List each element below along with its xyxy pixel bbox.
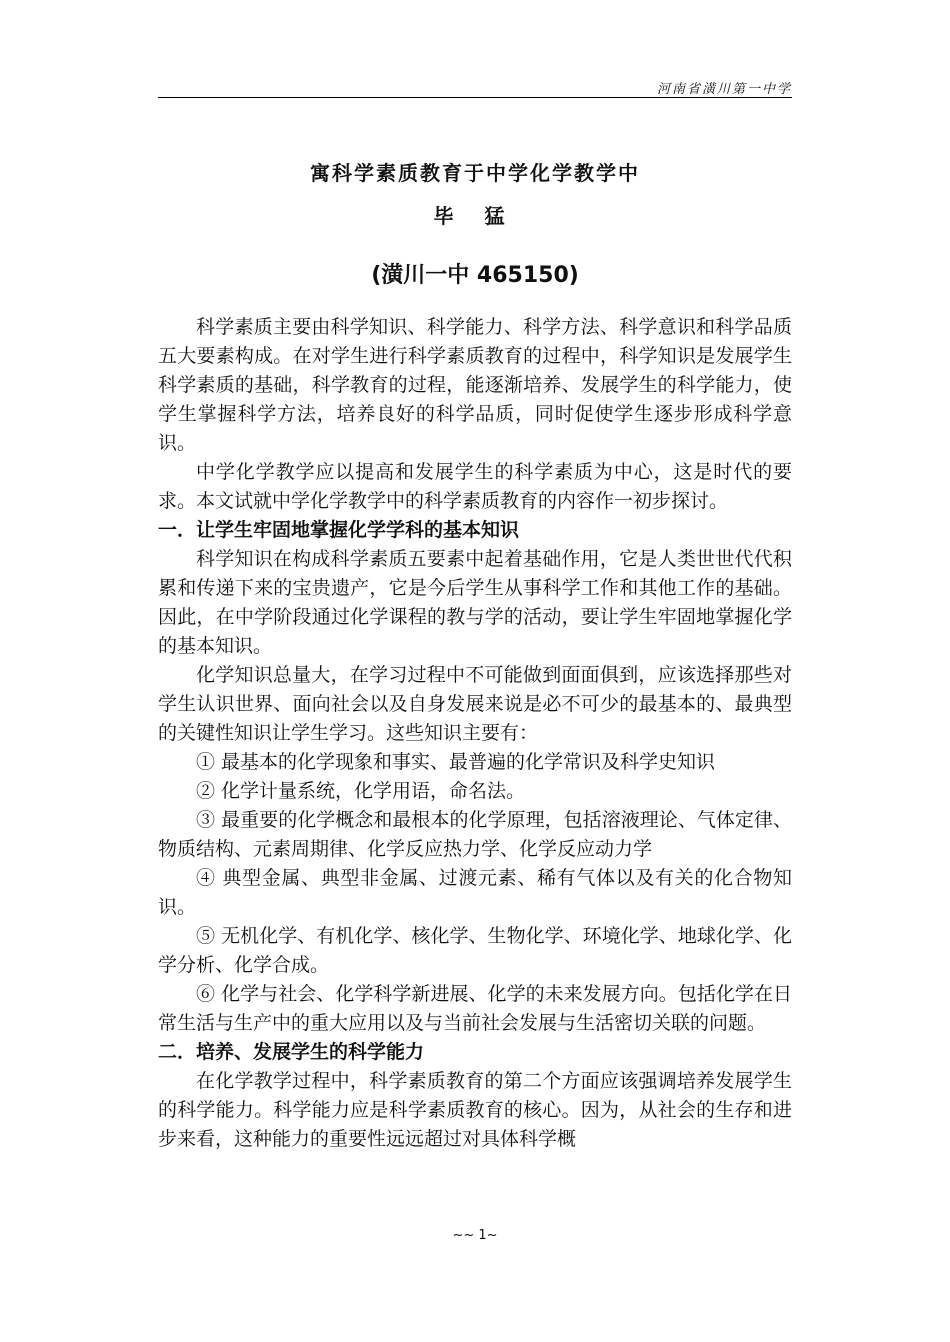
section-heading-2: 二．培养、发展学生的科学能力 [158,1041,425,1063]
list-item-1: ① 最基本的化学现象和事实、最普遍的化学常识及科学史知识 [196,751,716,773]
paragraph-knowledge: 科学知识在构成科学素质五要素中起着基础作用，它是人类世世代代积累和传递下来的宝贵遗产，它是今后学生从事科学工作和其他工作的基础。因此，在中学阶段通过化学课程的教与学的活动，要让学生牢固地掌握化学的基本知识。 [158,548,792,657]
article-title: 寓科学素质教育于中学化学教学中 [310,161,640,185]
paragraph-purpose: 中学化学教学应以提高和发展学生的科学素质为中心，这是时代的要求。本文试就中学化学教学中的科学素质教育的内容作一初步探讨。 [158,461,792,512]
list-item-4: ④ 典型金属、典型非金属、过渡元素、稀有气体以及有关的化合物知识。 [158,867,792,918]
paragraph-ability: 在化学教学过程中，科学素质教育的第二个方面应该强调培养发展学生的科学能力。科学能力应是科学素质教育的核心。因为，从社会的生存和进步来看，这种能力的重要性远远超过对具体科学概 [158,1070,792,1150]
article-body [158,313,792,1154]
list-item-6: ⑥ 化学与社会、化学科学新进展、化学的未来发展方向。包括化学在日常生活与生产中的重大应用以及与当前社会发展与生活密切关联的问题。 [158,983,792,1034]
author-affiliation: (潢川一中 465150) [371,263,579,288]
list-item-5: ⑤ 无机化学、有机化学、核化学、生物化学、环境化学、地球化学、化学分析、化学合成。 [158,925,792,976]
page-number: ~~ 1~ [452,1228,498,1243]
list-item-2: ② 化学计量系统，化学用语，命名法。 [196,780,526,802]
section-heading-1: 一．让学生牢固地掌握化学学科的基本知识 [158,519,520,541]
header-divider [158,97,792,98]
paragraph-knowledge-selection: 化学知识总量大，在学习过程中不可能做到面面俱到，应该选择那些对学生认识世界、面向社会以及自身发展来说是必不可少的最基本的、最典型的关键性知识让学生学习。这些知识主要有： [158,664,792,744]
header-school-name: 河南省潢川第一中学 [656,82,792,97]
paragraph-intro: 科学素质主要由科学知识、科学能力、科学方法、科学意识和科学品质五大要素构成。在对学生进行科学素质教育的过程中，科学知识是发展学生科学素质的基础，科学教育的过程，能逐渐培养、发展学生的科学能力，使学生掌握科学方法，培养良好的科学品质，同时促使学生逐步形成科学意识。 [158,316,792,454]
list-item-3: ③ 最重要的化学概念和最根本的化学原理，包括溶液理论、气体定律、物质结构、元素周期律、化学反应热力学、化学反应动力学 [158,809,792,860]
author-name: 毕 猛 [433,204,517,228]
